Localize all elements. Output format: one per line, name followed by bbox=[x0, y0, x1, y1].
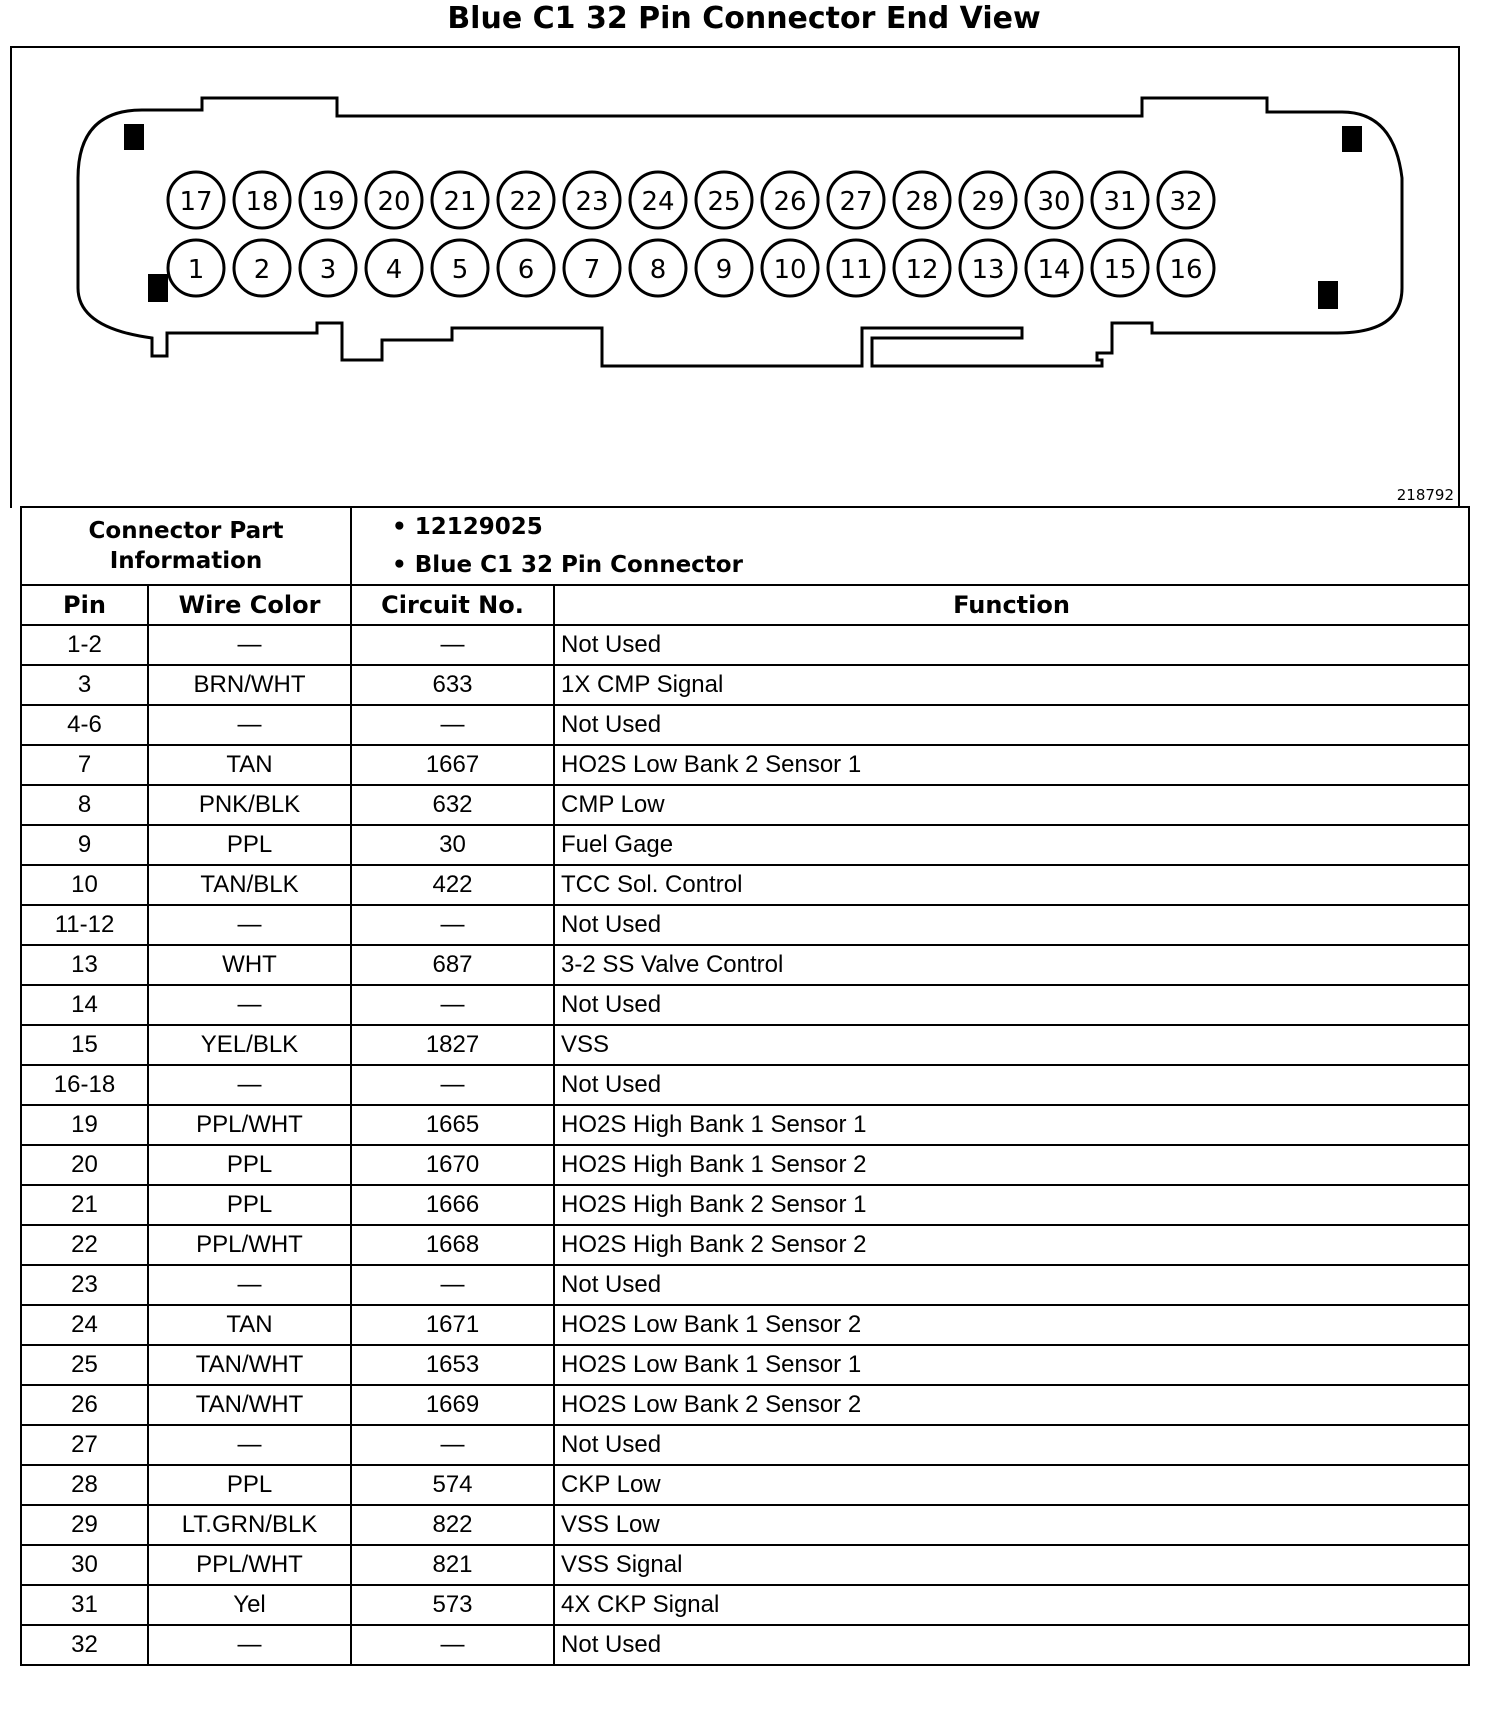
pin-cell: 4-6 bbox=[21, 705, 148, 745]
pin-cell: 15 bbox=[21, 1025, 148, 1065]
pin-cell: 27 bbox=[21, 1425, 148, 1465]
wire-color-cell: PPL bbox=[148, 1145, 351, 1185]
circuit-cell: — bbox=[351, 1425, 554, 1465]
header-row bbox=[21, 585, 1469, 625]
circuit-cell: 1665 bbox=[351, 1105, 554, 1145]
wire-color-cell: PPL/WHT bbox=[148, 1105, 351, 1145]
wire-color-cell: PPL bbox=[148, 1185, 351, 1225]
wire-color-cell: PPL bbox=[148, 825, 351, 865]
pin-number-label: 21 bbox=[443, 187, 477, 217]
pin-number-label: 20 bbox=[377, 187, 411, 217]
function-cell: TCC Sol. Control bbox=[554, 865, 1469, 905]
table-row bbox=[21, 1425, 1469, 1465]
pin-number-label: 23 bbox=[575, 187, 609, 217]
circuit-cell: 574 bbox=[351, 1465, 554, 1505]
function-cell: VSS Signal bbox=[554, 1545, 1469, 1585]
circuit-cell: — bbox=[351, 1265, 554, 1305]
table-row bbox=[21, 1145, 1469, 1185]
pin-number-label: 8 bbox=[649, 255, 667, 285]
pin-number-label: 25 bbox=[707, 187, 741, 217]
wire-color-cell: PPL/WHT bbox=[148, 1225, 351, 1265]
circuit-cell: — bbox=[351, 705, 554, 745]
function-cell: HO2S Low Bank 2 Sensor 1 bbox=[554, 745, 1469, 785]
table-row bbox=[21, 745, 1469, 785]
circuit-cell: 1671 bbox=[351, 1305, 554, 1345]
pin-number-label: 11 bbox=[839, 255, 873, 285]
diagram-title: Blue C1 32 Pin Connector End View bbox=[447, 1, 1041, 36]
function-cell: Fuel Gage bbox=[554, 825, 1469, 865]
pin-number-label: 18 bbox=[245, 187, 279, 217]
wire-color-cell: TAN/WHT bbox=[148, 1345, 351, 1385]
function-cell: Not Used bbox=[554, 625, 1469, 665]
pin-number-label: 31 bbox=[1103, 187, 1137, 217]
wire-color-cell: TAN/BLK bbox=[148, 865, 351, 905]
pin-number-label: 29 bbox=[971, 187, 1005, 217]
circuit-cell: 30 bbox=[351, 825, 554, 865]
circuit-cell: — bbox=[351, 985, 554, 1025]
pin-cell: 30 bbox=[21, 1545, 148, 1585]
function-cell: Not Used bbox=[554, 1625, 1469, 1665]
table-row bbox=[21, 825, 1469, 865]
circuit-cell: 573 bbox=[351, 1585, 554, 1625]
circuit-cell: 821 bbox=[351, 1545, 554, 1585]
wire-color-cell: PPL bbox=[148, 1465, 351, 1505]
pin-function-table bbox=[20, 506, 1470, 1666]
pin-number-label: 12 bbox=[905, 255, 939, 285]
part-description: • Blue C1 32 Pin Connector bbox=[392, 552, 743, 578]
table-row bbox=[21, 945, 1469, 985]
wire-color-cell: BRN/WHT bbox=[148, 665, 351, 705]
table-row bbox=[21, 1025, 1469, 1065]
circuit-cell: — bbox=[351, 905, 554, 945]
circuit-cell: 422 bbox=[351, 865, 554, 905]
table-row bbox=[21, 1225, 1469, 1265]
connector-housing-outline bbox=[78, 98, 1402, 366]
connector-drawing bbox=[12, 48, 1458, 508]
function-cell: CMP Low bbox=[554, 785, 1469, 825]
part-info-row bbox=[21, 507, 1469, 585]
function-cell: HO2S High Bank 2 Sensor 1 bbox=[554, 1185, 1469, 1225]
table-row bbox=[21, 1585, 1469, 1625]
header-circuit: Circuit No. bbox=[351, 585, 554, 625]
function-cell: CKP Low bbox=[554, 1465, 1469, 1505]
table-row bbox=[21, 625, 1469, 665]
function-cell: Not Used bbox=[554, 1265, 1469, 1305]
wire-color-cell: TAN bbox=[148, 745, 351, 785]
table-row bbox=[21, 985, 1469, 1025]
function-cell: Not Used bbox=[554, 985, 1469, 1025]
function-cell: HO2S Low Bank 1 Sensor 1 bbox=[554, 1345, 1469, 1385]
header-wire-color: Wire Color bbox=[148, 585, 351, 625]
function-cell: HO2S High Bank 1 Sensor 1 bbox=[554, 1105, 1469, 1145]
circuit-cell: 632 bbox=[351, 785, 554, 825]
table-row bbox=[21, 785, 1469, 825]
function-cell: HO2S Low Bank 2 Sensor 2 bbox=[554, 1385, 1469, 1425]
circuit-cell: 1670 bbox=[351, 1145, 554, 1185]
pin-cell: 31 bbox=[21, 1585, 148, 1625]
pin-number-label: 24 bbox=[641, 187, 675, 217]
wire-color-cell: — bbox=[148, 905, 351, 945]
pin-number-label: 30 bbox=[1037, 187, 1071, 217]
function-cell: 4X CKP Signal bbox=[554, 1585, 1469, 1625]
pin-cell: 29 bbox=[21, 1505, 148, 1545]
header-pin: Pin bbox=[21, 585, 148, 625]
function-cell: VSS Low bbox=[554, 1505, 1469, 1545]
function-cell: Not Used bbox=[554, 1065, 1469, 1105]
table-row bbox=[21, 1185, 1469, 1225]
function-cell: HO2S High Bank 2 Sensor 2 bbox=[554, 1225, 1469, 1265]
table-row bbox=[21, 1265, 1469, 1305]
pin-cell: 24 bbox=[21, 1305, 148, 1345]
pin-cell: 26 bbox=[21, 1385, 148, 1425]
table-row bbox=[21, 865, 1469, 905]
wire-color-cell: — bbox=[148, 625, 351, 665]
pin-cell: 19 bbox=[21, 1105, 148, 1145]
wire-color-cell: Yel bbox=[148, 1585, 351, 1625]
pin-cell: 10 bbox=[21, 865, 148, 905]
wire-color-cell: — bbox=[148, 1425, 351, 1465]
pin-cell: 3 bbox=[21, 665, 148, 705]
pin-cell: 22 bbox=[21, 1225, 148, 1265]
table-row bbox=[21, 1385, 1469, 1425]
key-tab-top-right bbox=[1342, 126, 1362, 152]
function-cell: HO2S Low Bank 1 Sensor 2 bbox=[554, 1305, 1469, 1345]
connector-view-frame bbox=[10, 46, 1460, 508]
pin-number-label: 16 bbox=[1169, 255, 1203, 285]
circuit-cell: 633 bbox=[351, 665, 554, 705]
function-cell: 3-2 SS Valve Control bbox=[554, 945, 1469, 985]
function-cell: Not Used bbox=[554, 1425, 1469, 1465]
pin-cell: 23 bbox=[21, 1265, 148, 1305]
pin-cell: 21 bbox=[21, 1185, 148, 1225]
pin-cell: 25 bbox=[21, 1345, 148, 1385]
pin-cell: 28 bbox=[21, 1465, 148, 1505]
pin-number-label: 6 bbox=[517, 255, 535, 285]
pin-cell: 20 bbox=[21, 1145, 148, 1185]
function-cell: Not Used bbox=[554, 905, 1469, 945]
wire-color-cell: WHT bbox=[148, 945, 351, 985]
pin-cell: 8 bbox=[21, 785, 148, 825]
pin-cell: 32 bbox=[21, 1625, 148, 1665]
pin-number-label: 2 bbox=[253, 255, 271, 285]
pin-cell: 13 bbox=[21, 945, 148, 985]
wire-color-cell: TAN/WHT bbox=[148, 1385, 351, 1425]
pin-number-label: 9 bbox=[715, 255, 733, 285]
pin-cell: 1-2 bbox=[21, 625, 148, 665]
circuit-cell: 1667 bbox=[351, 745, 554, 785]
part-info-list bbox=[351, 507, 1469, 585]
key-tab-bottom-left bbox=[148, 274, 168, 302]
circuit-cell: 1668 bbox=[351, 1225, 554, 1265]
wire-color-cell: — bbox=[148, 1265, 351, 1305]
function-cell: VSS bbox=[554, 1025, 1469, 1065]
pin-number-label: 10 bbox=[773, 255, 807, 285]
function-cell: Not Used bbox=[554, 705, 1469, 745]
part-info-label: Connector Part Information bbox=[21, 507, 351, 585]
pin-number-label: 32 bbox=[1169, 187, 1203, 217]
pin-number-label: 19 bbox=[311, 187, 345, 217]
wire-color-cell: PNK/BLK bbox=[148, 785, 351, 825]
pin-number-label: 15 bbox=[1103, 255, 1137, 285]
circuit-cell: 822 bbox=[351, 1505, 554, 1545]
function-cell: 1X CMP Signal bbox=[554, 665, 1469, 705]
circuit-cell: 1653 bbox=[351, 1345, 554, 1385]
wire-color-cell: — bbox=[148, 705, 351, 745]
table-row bbox=[21, 1625, 1469, 1665]
table-row bbox=[21, 1465, 1469, 1505]
circuit-cell: — bbox=[351, 1625, 554, 1665]
table-row bbox=[21, 705, 1469, 745]
pin-number-label: 4 bbox=[385, 255, 403, 285]
circuit-cell: 1666 bbox=[351, 1185, 554, 1225]
pin-number-label: 27 bbox=[839, 187, 873, 217]
pin-number-label: 5 bbox=[451, 255, 469, 285]
wire-color-cell: — bbox=[148, 985, 351, 1025]
table-row bbox=[21, 905, 1469, 945]
pin-cell: 14 bbox=[21, 985, 148, 1025]
pin-number-label: 13 bbox=[971, 255, 1005, 285]
pin-cell: 9 bbox=[21, 825, 148, 865]
table-row bbox=[21, 1305, 1469, 1345]
pin-number-label: 22 bbox=[509, 187, 543, 217]
table-row bbox=[21, 1065, 1469, 1105]
function-cell: HO2S High Bank 1 Sensor 2 bbox=[554, 1145, 1469, 1185]
wire-color-cell: PPL/WHT bbox=[148, 1545, 351, 1585]
wire-color-cell: — bbox=[148, 1625, 351, 1665]
pin-number-label: 1 bbox=[187, 255, 205, 285]
wire-color-cell: — bbox=[148, 1065, 351, 1105]
table-row bbox=[21, 1105, 1469, 1145]
circuit-cell: — bbox=[351, 1065, 554, 1105]
table-row bbox=[21, 1505, 1469, 1545]
pin-number-label: 28 bbox=[905, 187, 939, 217]
pin-number-label: 14 bbox=[1037, 255, 1071, 285]
wire-color-cell: TAN bbox=[148, 1305, 351, 1345]
circuit-cell: 687 bbox=[351, 945, 554, 985]
figure-reference-number: 218792 bbox=[1396, 486, 1454, 504]
pin-rows bbox=[21, 625, 1469, 1665]
table-row bbox=[21, 665, 1469, 705]
key-tab-bottom-right bbox=[1318, 281, 1338, 309]
circuit-cell: — bbox=[351, 625, 554, 665]
circuit-cell: 1827 bbox=[351, 1025, 554, 1065]
header-function: Function bbox=[554, 585, 1469, 625]
pin-number-label: 26 bbox=[773, 187, 807, 217]
wire-color-cell: LT.GRN/BLK bbox=[148, 1505, 351, 1545]
pin-number-label: 7 bbox=[583, 255, 601, 285]
pin-cell: 16-18 bbox=[21, 1065, 148, 1105]
pin-number-label: 3 bbox=[319, 255, 337, 285]
wire-color-cell: YEL/BLK bbox=[148, 1025, 351, 1065]
pin-number-label: 17 bbox=[179, 187, 213, 217]
table-row bbox=[21, 1545, 1469, 1585]
part-number: • 12129025 bbox=[392, 514, 543, 540]
pin-cell: 11-12 bbox=[21, 905, 148, 945]
key-tab-top-left bbox=[124, 124, 144, 150]
table-row bbox=[21, 1345, 1469, 1385]
circuit-cell: 1669 bbox=[351, 1385, 554, 1425]
pin-cell: 7 bbox=[21, 745, 148, 785]
